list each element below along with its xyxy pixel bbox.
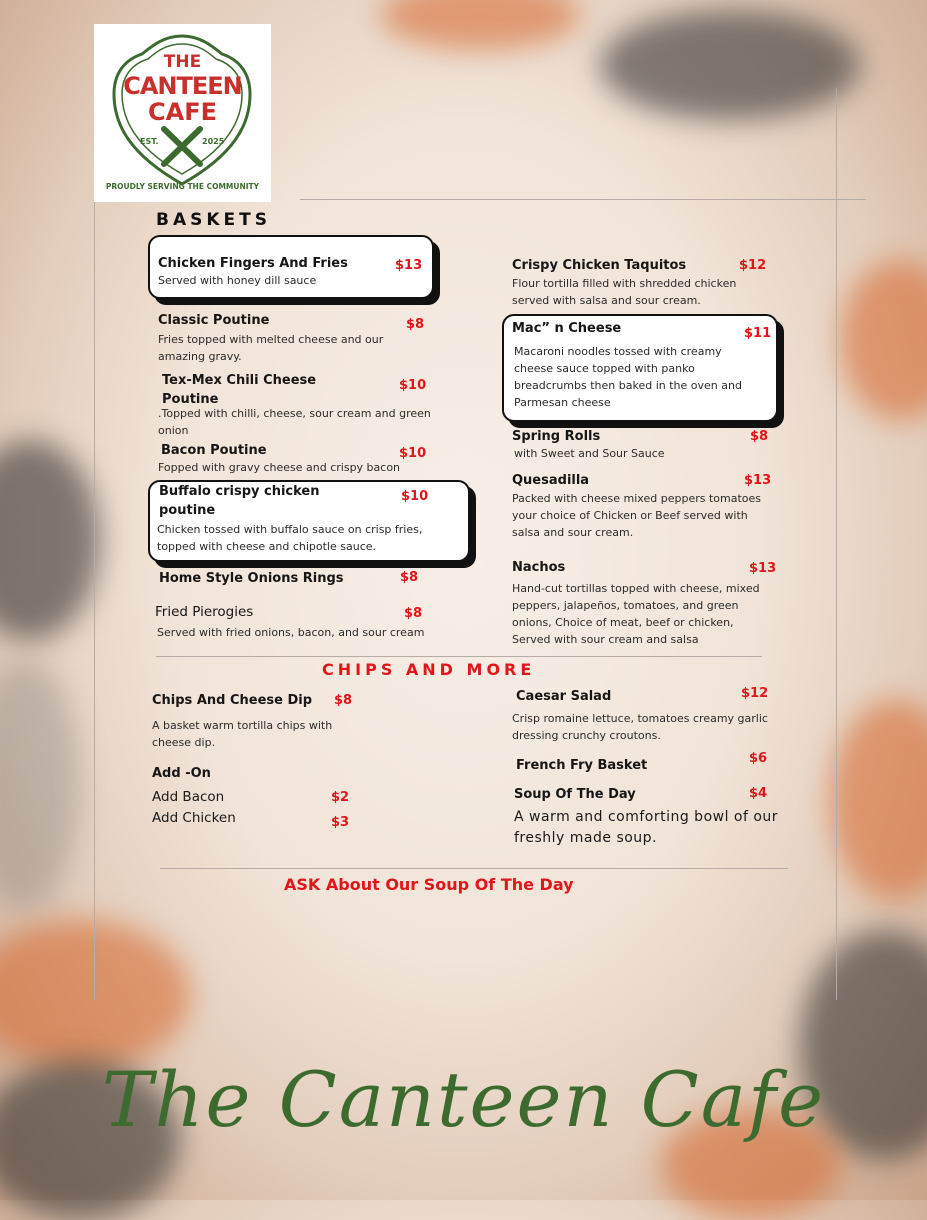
menu-item-desc: A basket warm tortilla chips with cheese dip. xyxy=(152,719,333,749)
menu-item-price: $8 xyxy=(406,317,425,332)
menu-item-desc: Served with fried onions, bacon, and sour cream xyxy=(157,626,425,639)
decorative-splash xyxy=(380,0,580,50)
menu-item-name: Tex-Mex Chili Cheese Poutine xyxy=(162,373,317,407)
addon-price: $2 xyxy=(331,790,350,805)
menu-item-price: $13 xyxy=(395,258,423,273)
menu-item-name: Bacon Poutine xyxy=(161,443,267,458)
section-heading-baskets: BASKETS xyxy=(156,210,271,230)
menu-item-name: Spring Rolls xyxy=(512,429,601,444)
menu-item-name: Classic Poutine xyxy=(158,313,270,328)
soup-callout: ASK About Our Soup Of The Day xyxy=(284,875,574,894)
frame-line xyxy=(836,88,837,1000)
logo-line-the: THE xyxy=(163,52,202,72)
addon-heading: Add -On xyxy=(152,766,211,781)
decorative-splash xyxy=(0,920,190,1070)
menu-item-desc: Served with honey dill sauce xyxy=(158,274,317,287)
menu-item-price: $4 xyxy=(749,786,768,801)
menu-item-desc: Flour tortilla filled with shredded chicken served with salsa and sour cream. xyxy=(512,277,737,307)
menu-item-desc: Fries topped with melted cheese and our amazing gravy. xyxy=(158,333,384,363)
decorative-splash xyxy=(0,660,80,910)
addon-price: $3 xyxy=(331,815,350,830)
section-heading-chips: CHIPS AND MORE xyxy=(322,660,536,679)
menu-item-desc: Macaroni noodles tossed with creamy cheese sauce topped with panko breadcrumbs then baked in the oven and Parmesan cheese xyxy=(514,345,742,409)
menu-item-desc: A warm and comforting bowl of our freshly made soup. xyxy=(514,809,779,846)
menu-item-price: $8 xyxy=(750,429,769,444)
menu-item-name: Nachos xyxy=(512,560,566,575)
menu-item-desc: Packed with cheese mixed peppers tomatoes your choice of Chicken or Beef served with salsa and sour cream. xyxy=(512,492,761,539)
menu-item-price: $8 xyxy=(400,570,419,585)
menu-item-price: $6 xyxy=(749,751,768,766)
menu-item-name: Home Style Onions Rings xyxy=(159,571,344,586)
addon-name: Add Bacon xyxy=(152,789,225,805)
menu-item-name: Buffalo crispy chicken poutine xyxy=(159,484,320,518)
section-divider xyxy=(156,656,762,657)
menu-item-desc: with Sweet and Sour Sauce xyxy=(514,447,665,460)
menu-item-desc: Fopped with gravy cheese and crispy bacon xyxy=(158,461,401,474)
menu-item-name: Mac” n Cheese xyxy=(512,321,622,336)
decorative-splash xyxy=(0,440,100,640)
menu-item-name: Soup Of The Day xyxy=(514,787,636,802)
menu-item-desc: Crisp romaine lettuce, tomatoes creamy garlic dressing crunchy croutons. xyxy=(512,712,768,742)
menu-item-price: $10 xyxy=(399,378,427,393)
logo-line-canteen: CANTEEN xyxy=(123,72,242,100)
logo-year: 2025 xyxy=(202,137,225,146)
menu-item-price: $13 xyxy=(744,473,772,488)
menu-item-name: Chips And Cheese Dip xyxy=(152,693,313,708)
menu-item-desc: Chicken tossed with buffalo sauce on crisp fries, topped with cheese and chipotle sauce. xyxy=(157,523,423,553)
menu-item-price: $10 xyxy=(399,446,427,461)
logo-arc-text: PROUDLY SERVING THE COMMUNITY xyxy=(105,182,260,191)
menu-item-desc: .Topped with chilli, cheese, sour cream and green onion xyxy=(158,407,431,437)
menu-item-name: Caesar Salad xyxy=(516,689,612,704)
menu-item-name: French Fry Basket xyxy=(516,758,648,773)
decorative-splash xyxy=(600,10,860,120)
frame-line xyxy=(300,199,866,200)
menu-item-price: $10 xyxy=(401,489,429,504)
logo-est: EST. xyxy=(140,137,159,146)
menu-item-price: $11 xyxy=(744,326,772,341)
menu-item-price: $8 xyxy=(404,606,423,621)
menu-item-price: $12 xyxy=(741,686,769,701)
frame-line xyxy=(94,200,95,1000)
logo xyxy=(94,24,271,202)
menu-item-name: Fried Pierogies xyxy=(155,604,254,620)
logo-line-cafe: CAFE xyxy=(148,98,217,126)
menu-item-price: $13 xyxy=(749,561,777,576)
menu-item-desc: Hand-cut tortillas topped with cheese, mixed peppers, jalapeños, tomatoes, and green onions, Choice of meat, beef or chicken, Served with sour cream and salsa xyxy=(512,582,760,646)
menu-item-name: Quesadilla xyxy=(512,473,590,488)
footer-brand-name: The Canteen Cafe xyxy=(101,1055,826,1144)
decorative-splash xyxy=(830,700,927,900)
menu-item-name: Chicken Fingers And Fries xyxy=(158,256,348,271)
menu-item-price: $12 xyxy=(739,258,767,273)
section-divider xyxy=(160,868,788,869)
addon-name: Add Chicken xyxy=(152,810,236,826)
menu-item-name: Crispy Chicken Taquitos xyxy=(512,258,687,273)
decorative-splash xyxy=(840,260,927,420)
menu-item-price: $8 xyxy=(334,693,353,708)
